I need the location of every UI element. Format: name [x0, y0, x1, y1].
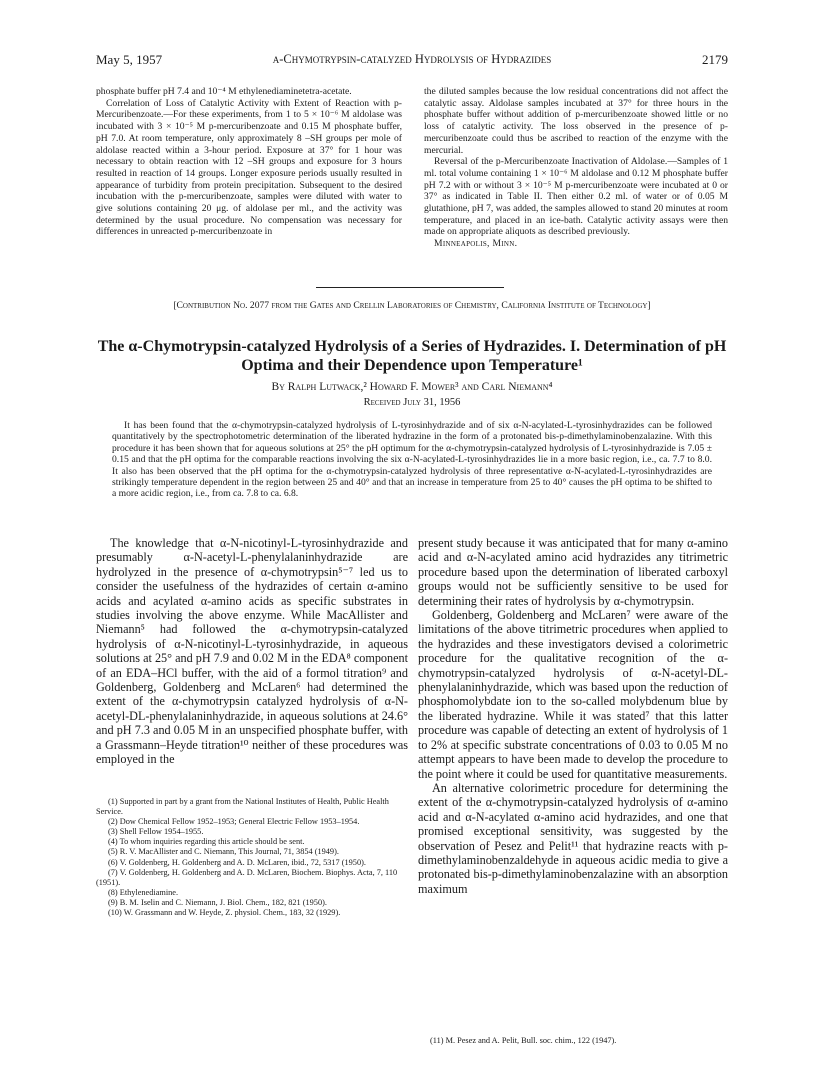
- footnotes-left: [96, 797, 408, 918]
- footnote: (7) V. Goldenberg, H. Goldenberg and A. D. McLaren, Biochem. Biophys. Acta, 7, 110 (1951).: [96, 867, 398, 887]
- footnote: (9) B. M. Iselin and C. Niemann, J. Biol. Chem., 182, 821 (1950).: [108, 897, 327, 907]
- header-running-title: α-Chymotrypsin-catalyzed Hydrolysis of Hydrazides: [272, 52, 552, 66]
- paragraph: The knowledge that α-N-nicotinyl-L-tyrosinhydrazide and presumably α-N-acetyl-L-phenylalaninhydrazide are hydrolyzed in the presence of α-chymotrypsin⁵⁻⁷ led us to consider the usefulness of the hydrazides of certain α-amino acids and acylated α-amino acids as specific substrates in studies involving the above enzyme. While MacAllister and Niemann⁵ had followed the α-chymotrypsin-catalyzed hydrolysis of α-N-nicotinyl-L-tyrosinhydrazide, in aqueous solutions at 25° and pH 7.9 and 0.02 M in the EDA⁸ component of an EDA–HCl buffer, with the aid of a formol titration⁹ and Goldenberg, Goldenberg and McLaren⁶ had determined the extent of the α-chymotrypsin catalyzed hydrolysis of α-N-acetyl-DL-phenylalaninhydrazide, in aqueous solutions at 24.6° and pH 7.3 and 0.05 M in an unspecified phosphate buffer, with a Grassmann–Heyde titration¹⁰ neither of these procedures was employed in the: [96, 536, 408, 767]
- paragraph: Correlation of Loss of Catalytic Activity with Extent of Reaction with p-Mercuribenzoate.—For these experiments, from 1 to 5 × 10⁻⁶ M aldolase was incubated with 3 × 10⁻⁵ M p-mercuribenzoate and 0.15 M phosphate buffer, pH 7.0. At room temperature, only approximately 8 –SH groups per mole of aldolase reacted within a 3-hour period. Exposure at 37° for 1 hour was necessary to obtain reaction with 12 –SH groups and exposure for 3 hours resulted in reaction of 14 groups. Longer exposure periods usually resulted in appearance of turbidity from protein precipitation. Subsequent to the desired incubation with the p-mercuribenzoate, samples were diluted with water to give solutions containing 20 μg. of aldolase per ml., and the activity was determined by the usual procedure. No compensation was necessary for differences in unreacted p-mercuribenzoate in: [96, 97, 402, 238]
- section-divider: [316, 287, 504, 288]
- body-left-column: [96, 536, 408, 767]
- paragraph: phosphate buffer pH 7.4 and 10⁻⁴ M ethylenediaminetetra-acetate.: [96, 86, 352, 97]
- paragraph: the diluted samples because the low residual concentrations did not affect the catalytic assay. Aldolase samples incubated at 37° for three hours in the phosphate buffer without addition of p-mercuribenzoate showed little or no loss of catalytic activity. The loss observed in the presence of p-mercuribenzoate could thus be ascribed to reaction of the enzyme with the mercurial.: [424, 86, 728, 156]
- previous-article-left-column: [96, 86, 402, 238]
- footnote: (4) To whom inquiries regarding this article should be sent.: [108, 837, 305, 847]
- article-title: The α-Chymotrypsin-catalyzed Hydrolysis of a Series of Hydrazides. I. Determination of pH Optima and their Dependence upon Temperature¹: [97, 338, 727, 374]
- footnote: (5) R. V. MacAllister and C. Niemann, This Journal, 71, 3854 (1949).: [108, 847, 339, 857]
- contribution-note: [Contribution No. 2077 from the Gates and Crellin Laboratories of Chemistry, California Institute of Technology]: [173, 300, 651, 311]
- paragraph: present study because it was anticipated that for many α-amino acid and α-N-acylated amino acid hydrazides any titrimetric procedure based upon the determination of liberated carboxyl groups would not be sufficiently sensitive to be used for determining their rates of hydrolysis by α-chymotrypsin.: [418, 536, 728, 608]
- paragraph: Reversal of the p-Mercuribenzoate Inactivation of Aldolase.—Samples of 1 ml. total volume containing 1 × 10⁻⁶ M aldolase and 0.12 M phosphate buffer pH 7.2 with or without 3 × 10⁻⁵ M p-mercuribenzoate were incubated at 0 or 37° as indicated in Table II. Then either 0.2 ml. of water or of 0.05 M glutathione, pH 7, was added, the samples allowed to stand 20 minutes at room temperature, and placed in an ice-bath. Catalytic activity assays were then made on appropriate aliquots as described previously.: [424, 156, 728, 238]
- body-right-column: [418, 536, 728, 896]
- footnote: (8) Ethylenediamine.: [108, 887, 179, 897]
- paragraph: Goldenberg, Goldenberg and McLaren⁷ were aware of the limitations of the above titrimetric procedures when applied to the hydrazides and these investigators devised a colorimetric procedure for the qualitative recognition of the α-chymotrypsin-catalyzed hydrolysis of α-N-acetyl-DL-phenylalaninhydrazide, which was based upon the reduction of phosphomolybdate ion to the so-called molybdenum blue by the liberated hydrazine. While it was stated⁷ that this latter procedure was capable of detecting an extent of hydrolysis of 1 to 2% at specific substrate concentrations of 0.03 to 0.05 M no attempt appears to have been made to develop the procedure to the point where it could be used for quantitative measurements.: [418, 608, 728, 781]
- abstract: It has been found that the α-chymotrypsin-catalyzed hydrolysis of L-tyrosinhydrazide and of six α-N-acylated-L-tyrosinhydrazides can be followed quantitatively by the spectrophotometric determination of the liberated hydrazine in the form of a protonated bis-p-dimethylaminobenzalazine. With this procedure it has been shown that for aqueous solutions at 25° the pH optimum for the α-chymotrypsin-catalyzed hydrolysis of L-tyrosinhydrazide is 7.05 ± 0.15 and that the pH optima for the comparable reactions involving the six α-N-acylated-L-tyrosinhydrazides lie in a more basic region, i.e., ca. 7.7 to 8.0. It also has been observed that the pH optima for the α-chymotrypsin-catalyzed hydrolysis of three representative α-N-acylated-L-tyrosinhydrazides are strikingly temperature dependent in the region between 25 and 40° and that an increase in temperature from 25 to 40° causes the pH optima to be shifted to a more acidic region, i.e., from ca. 7.8 to ca. 6.8.: [112, 420, 712, 500]
- footnote: (3) Shell Fellow 1954–1955.: [108, 827, 204, 837]
- footnote: (6) V. Goldenberg, H. Goldenberg and A. D. McLaren, ibid., 72, 5317 (1950).: [108, 857, 366, 867]
- footnote: (10) W. Grassmann and W. Heyde, Z. physiol. Chem., 183, 32 (1929).: [108, 908, 341, 918]
- paragraph: An alternative colorimetric procedure for determining the extent of the α-chymotrypsin-catalyzed hydrolysis of α-amino acid and α-N-acylated α-amino acid hydrazides, and one that promised exceptional sensitivity, was suggested by the observation of Pesez and Pelit¹¹ that hydrazine reacts with p-dimethylaminobenzaldehyde in aqueous acidic media to give a protonated bis-p-dimethylaminobenzalazine with an absorption maximum: [418, 780, 728, 896]
- previous-article-right-column: [424, 86, 728, 250]
- footnote: (11) M. Pesez and A. Pelit, Bull. soc. chim., 122 (1947).: [430, 1036, 617, 1045]
- received-date: Received July 31, 1956: [363, 397, 461, 408]
- running-header: [96, 52, 728, 70]
- header-date: May 5, 1957: [96, 52, 163, 67]
- header-page-number: 2179: [702, 52, 728, 67]
- author-location: Minneapolis, Minn.: [434, 238, 518, 250]
- footnotes-right: [418, 1036, 728, 1046]
- article-authors: By Ralph Lutwack,² Howard F. Mower³ and Carl Niemann⁴: [271, 381, 553, 393]
- footnote: (1) Supported in part by a grant from the National Institutes of Health, Public Health Service.: [96, 797, 389, 817]
- footnote: (2) Dow Chemical Fellow 1952–1953; General Electric Fellow 1953–1954.: [108, 817, 360, 827]
